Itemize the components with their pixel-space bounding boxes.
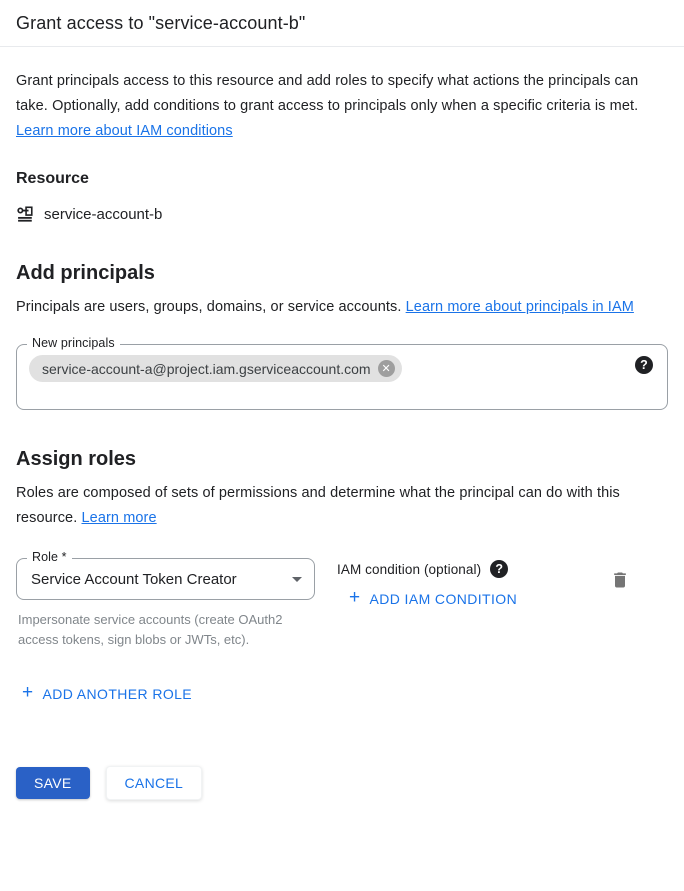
dialog-actions [16,766,668,800]
iam-condition-column [337,558,608,611]
delete-role-button[interactable] [608,568,632,595]
save-button[interactable]: SAVE [16,767,90,799]
role-row [16,550,668,649]
principals-help-icon[interactable]: ? [635,356,653,374]
dropdown-arrow-icon [292,577,302,582]
iam-condition-label: IAM condition (optional) [337,561,482,577]
dialog-content [0,69,684,800]
resource-row [16,205,668,224]
dialog-header [0,0,684,47]
principal-chip [29,355,402,382]
assign-roles-heading: Assign roles [16,448,137,470]
trash-icon [610,570,630,590]
add-another-role-label: ADD ANOTHER ROLE [42,685,193,702]
new-principals-label: New principals [27,336,120,350]
principals-link[interactable]: Learn more about principals in IAM [405,299,634,315]
chip-remove-icon[interactable]: ✕ [378,360,395,377]
add-principals-description-body: Principals are users, groups, domains, or service accounts. [16,299,406,315]
assign-roles-description-body: Roles are composed of sets of permissions and determine what the principal can do with this resource. [16,485,620,526]
role-helper-text: Impersonate service accounts (create OAuth2 access tokens, sign blobs or JWTs, etc). [18,612,283,647]
iam-condition-help-icon[interactable]: ? [490,560,508,578]
page-title: Grant access to "service-account-b" [16,13,306,33]
cancel-button[interactable]: CANCEL [106,766,203,800]
plus-icon: + [349,587,361,608]
add-principals-heading: Add principals [16,262,155,284]
add-another-role-button[interactable] [18,681,196,706]
role-select[interactable] [16,550,315,600]
add-iam-condition-label: ADD IAM CONDITION [369,590,518,607]
role-selected-value: Service Account Token Creator [31,570,237,588]
add-iam-condition-button[interactable] [345,586,521,611]
resource-name: service-account-b [44,206,163,223]
new-principals-field[interactable] [16,336,668,410]
delete-role-column [608,558,668,595]
iam-conditions-link[interactable]: Learn more about IAM conditions [16,123,233,139]
plus-icon: + [22,682,34,703]
service-account-icon [16,205,35,224]
intro-text-body: Grant principals access to this resource and add roles to specify what actions the principals can take. Optionally, add conditions to grant access to principals only when a specific criteria is met. [16,73,639,114]
resource-heading: Resource [16,170,89,187]
intro-text [16,69,668,144]
principal-chip-value: service-account-a@project.iam.gserviceaccount.com [42,360,371,377]
assign-roles-description [16,481,668,531]
role-label: Role * [27,550,72,564]
iam-condition-label-row [337,560,608,578]
role-column [16,550,315,649]
add-principals-description [16,295,668,320]
roles-learn-more-link[interactable]: Learn more [81,510,157,526]
